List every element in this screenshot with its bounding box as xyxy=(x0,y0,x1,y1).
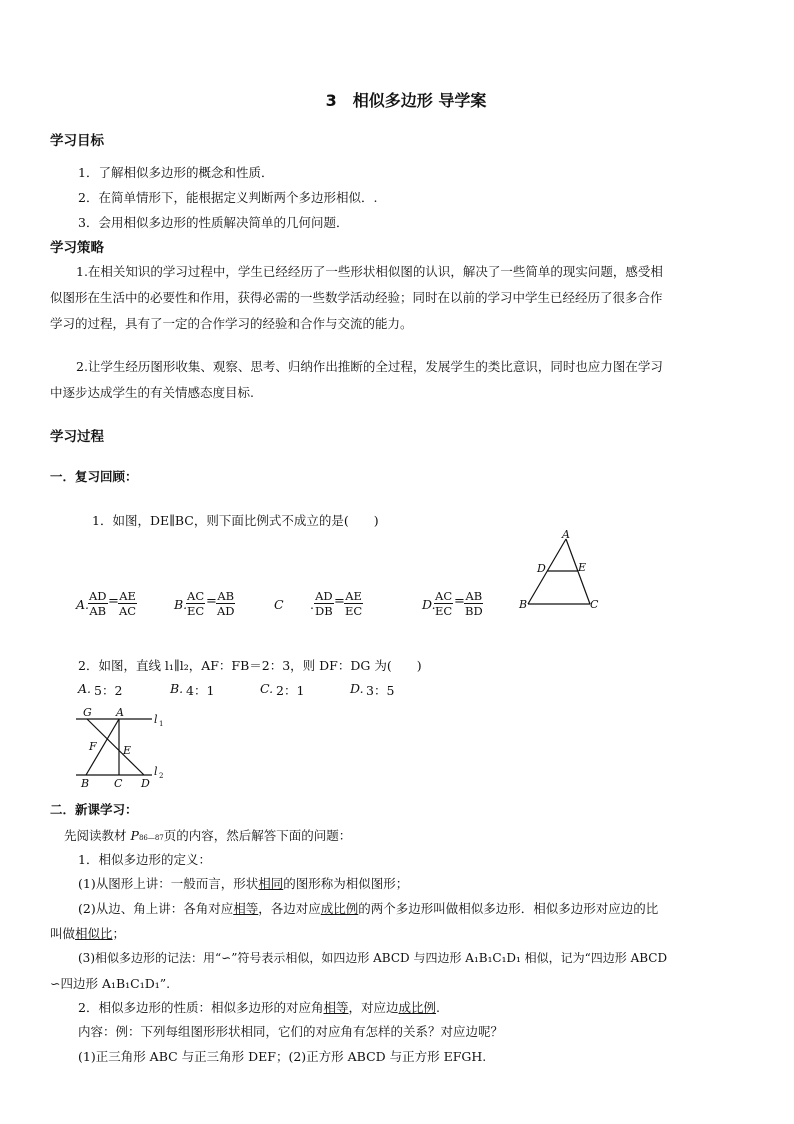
label-l2: l xyxy=(154,765,158,778)
goal-item: 1．了解相似多边形的概念和性质． xyxy=(78,165,274,180)
label-F: F xyxy=(89,740,97,753)
strategy-line: 似图形在生活中的必要性和作用，获得必需的一些数学活动经验；同时在以前的学习中学生已经经历了很多合作 xyxy=(50,290,663,305)
strategy-line: 学习的过程，具有了一定的合作学习的经验和合作与交流的能力。 xyxy=(50,316,413,331)
strategy-line: 1.在相关知识的学习过程中，学生已经经历了一些形状相似图的认识，解决了一些简单的现实问题，感受相 xyxy=(76,264,663,279)
parallel-lines-figure xyxy=(72,703,172,791)
q2-stem: 2．如图，直线 l₁∥l₂，AF：FB＝2：3，则 DF：DG 为( ) xyxy=(78,658,422,673)
goal-item: 2．在简单情形下，能根据定义判断两个多边形相似．. xyxy=(78,190,378,205)
label-l1-sub: 1 xyxy=(159,720,164,728)
label-G: G xyxy=(83,706,92,719)
label-D: D xyxy=(141,777,150,790)
label-C: C xyxy=(590,598,599,611)
review-heading: 一．复习回顾： xyxy=(50,469,138,484)
goals-heading: 学习目标 xyxy=(50,133,104,149)
label-A: A xyxy=(116,706,124,719)
label-l2-sub: 2 xyxy=(159,772,164,780)
process-heading: 学习过程 xyxy=(50,429,104,445)
definition-2-cont: 叫做相似比； xyxy=(50,926,126,941)
definition-2: (2)从边、角上讲：各角对应相等，各边对应成比例的两个多边形叫做相似多边形．相似多边形对应边的比 xyxy=(78,901,659,916)
definition-1: (1)从图形上讲：一般而言，形状相同的图形称为相似图形； xyxy=(78,876,409,891)
label-C: C xyxy=(114,777,123,790)
content-question: 内容：例：下列每组图形形状相同，它们的对应角有怎样的关系？对应边呢？ xyxy=(78,1024,504,1039)
page-title: 3 相似多边形 导学案 xyxy=(325,91,487,110)
label-l1: l xyxy=(154,713,158,726)
definition-3: (3)相似多边形的记法：用“∽”符号表示相似，如四边形 ABCD 与四边形 A₁B₁C₁D₁ 相似，记为“四边形 ABCD xyxy=(78,951,668,965)
label-E: E xyxy=(578,561,587,574)
reading-instruction: 先阅读教材 P86—87页的内容，然后解答下面的问题： xyxy=(64,828,352,843)
label-E: E xyxy=(123,744,132,757)
newlesson-heading: 二．新课学习： xyxy=(50,802,138,817)
label-B: B xyxy=(519,598,528,611)
strategy-line: 中逐步达成学生的有关情感态度目标. xyxy=(50,385,254,400)
strategy-line: 2.让学生经历图形收集、观察、思考、归纳作出推断的全过程，发展学生的类比意识，同时也应力图在学习 xyxy=(76,359,663,374)
q1-stem: 1．如图，DE∥BC，则下面比例式不成立的是( ) xyxy=(92,513,379,528)
label-D: D xyxy=(537,562,546,575)
label-A: A xyxy=(562,528,570,541)
goal-item: 3．会用相似多边形的性质解决简单的几何问题． xyxy=(78,215,349,230)
examples: (1)正三角形 ABC 与正三角形 DEF；(2)正方形 ABCD 与正方形 EFGH. xyxy=(78,1049,487,1064)
definition-3-cont: ∽四边形 A₁B₁C₁D₁”. xyxy=(50,976,171,991)
strategy-heading: 学习策略 xyxy=(50,240,104,256)
property: 2．相似多边形的性质：相似多边形的对应角相等，对应边成比例. xyxy=(78,1000,440,1015)
label-B: B xyxy=(81,777,90,790)
triangle-figure xyxy=(515,528,605,614)
definition-title: 1．相似多边形的定义： xyxy=(78,852,211,867)
